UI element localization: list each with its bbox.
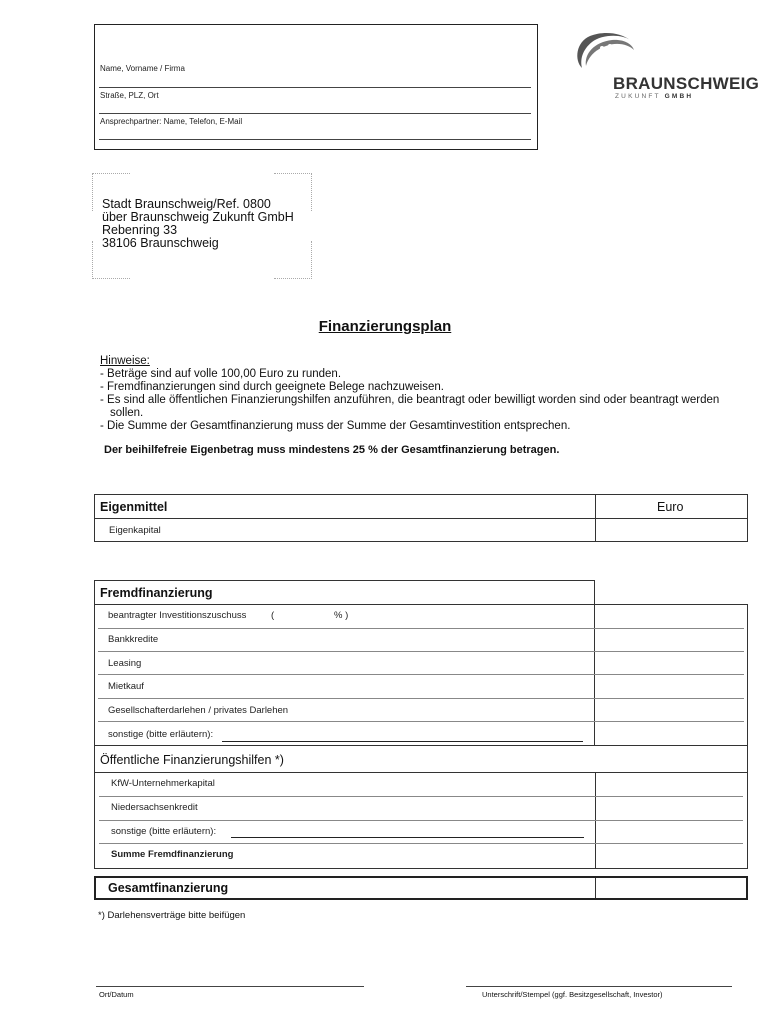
note-item: - Die Summe der Gesamtfinanzierung muss der Summe der Gesamtinvestition entsprechen.	[100, 420, 571, 432]
sonstige-oeff-label: sonstige (bitte erläutern):	[111, 826, 217, 837]
signature-label: Unterschrift/Stempel (ggf. Besitzgesellschaft, Investor)	[482, 990, 663, 999]
sender-contact-field[interactable]	[99, 139, 531, 140]
logo-sub-bold: GMBH	[664, 93, 694, 100]
fremdfinanzierung-table	[94, 580, 748, 745]
recipient-line: über Braunschweig Zukunft GmbH	[102, 210, 294, 224]
zuschuss-percent-field[interactable]	[278, 608, 332, 622]
note-item: - Fremdfinanzierungen sind durch geeignete Belege nachzuweisen.	[100, 381, 444, 393]
recipient-line: 38106 Braunschweig	[102, 236, 219, 250]
mietkauf-label: Mietkauf	[108, 681, 144, 692]
investitionszuschuss-label: beantragter Investitionszuschuss	[108, 610, 247, 621]
note-item-continuation: sollen.	[110, 407, 144, 419]
recipient-line: Stadt Braunschweig/Ref. 0800	[102, 197, 271, 211]
signature-line[interactable]	[466, 986, 732, 987]
page-title: Finanzierungsplan	[318, 318, 452, 335]
oeffentliche-heading: Öffentliche Finanzierungshilfen *)	[100, 753, 284, 767]
recipient-address	[102, 198, 294, 250]
gesamtfinanzierung-heading: Gesamtfinanzierung	[108, 881, 229, 895]
bankkredite-label: Bankkredite	[108, 634, 159, 645]
kfw-label: KfW-Unternehmerkapital	[111, 778, 215, 789]
sonstige-oeff-explain-field[interactable]	[231, 837, 584, 838]
eigenmittel-table	[94, 494, 748, 542]
notes-heading: Hinweise:	[100, 355, 150, 367]
footnote: *) Darlehensverträge bitte beifügen	[98, 910, 246, 921]
sonstige-label: sonstige (bitte erläutern):	[108, 729, 214, 740]
recipient-address-window	[92, 173, 312, 279]
gesellschafterdarlehen-label: Gesellschafterdarlehen / privates Darlehen	[108, 705, 289, 716]
percent-label: % )	[334, 610, 349, 621]
summe-fremdfinanzierung-label: Summe Fremdfinanzierung	[111, 849, 234, 860]
eigenmittel-heading: Eigenmittel	[100, 500, 168, 514]
sender-contact-label: Ansprechpartner: Name, Telefon, E-Mail	[100, 117, 243, 126]
leasing-label: Leasing	[108, 658, 142, 669]
fremdfinanzierung-heading: Fremdfinanzierung	[100, 586, 213, 600]
sonstige-explain-field[interactable]	[222, 741, 583, 742]
sender-address-label: Straße, PLZ, Ort	[100, 91, 159, 100]
sender-box	[94, 24, 538, 150]
note-item: - Es sind alle öffentlichen Finanzierungshilfen anzuführen, die beantragt oder bewilligt worden sind oder beantragt werden	[100, 394, 720, 406]
place-date-line[interactable]	[96, 986, 364, 987]
percent-paren: (	[271, 610, 275, 621]
sender-name-field[interactable]	[99, 87, 531, 88]
sender-name-label: Name, Vorname / Firma	[100, 64, 185, 73]
gesamtfinanzierung-amount-field[interactable]	[597, 878, 746, 898]
logo-subtitle	[615, 93, 693, 100]
place-date-label: Ort/Datum	[99, 990, 134, 999]
eigenkapital-amount-field[interactable]	[597, 519, 747, 541]
note-item: - Beträge sind auf volle 100,00 Euro zu runden.	[100, 368, 342, 380]
braunschweig-logo-icon	[572, 30, 636, 74]
recipient-line: Rebenring 33	[102, 223, 178, 237]
sender-address-field[interactable]	[99, 113, 531, 114]
currency-label: Euro	[657, 500, 684, 514]
niedersachsenkredit-label: Niedersachsenkredit	[111, 802, 198, 813]
eigenkapital-label: Eigenkapital	[109, 525, 161, 536]
oeffentliche-finanzierungshilfen-table	[94, 745, 748, 869]
logo-sub-light: ZUKUNFT	[615, 93, 661, 100]
gesamtfinanzierung-row	[94, 876, 748, 900]
notes	[100, 355, 750, 433]
equity-requirement-note: Der beihilfefreie Eigenbetrag muss mindestens 25 % der Gesamtfinanzierung betragen.	[104, 444, 560, 456]
logo-name: BRAUNSCHWEIG	[613, 74, 760, 93]
